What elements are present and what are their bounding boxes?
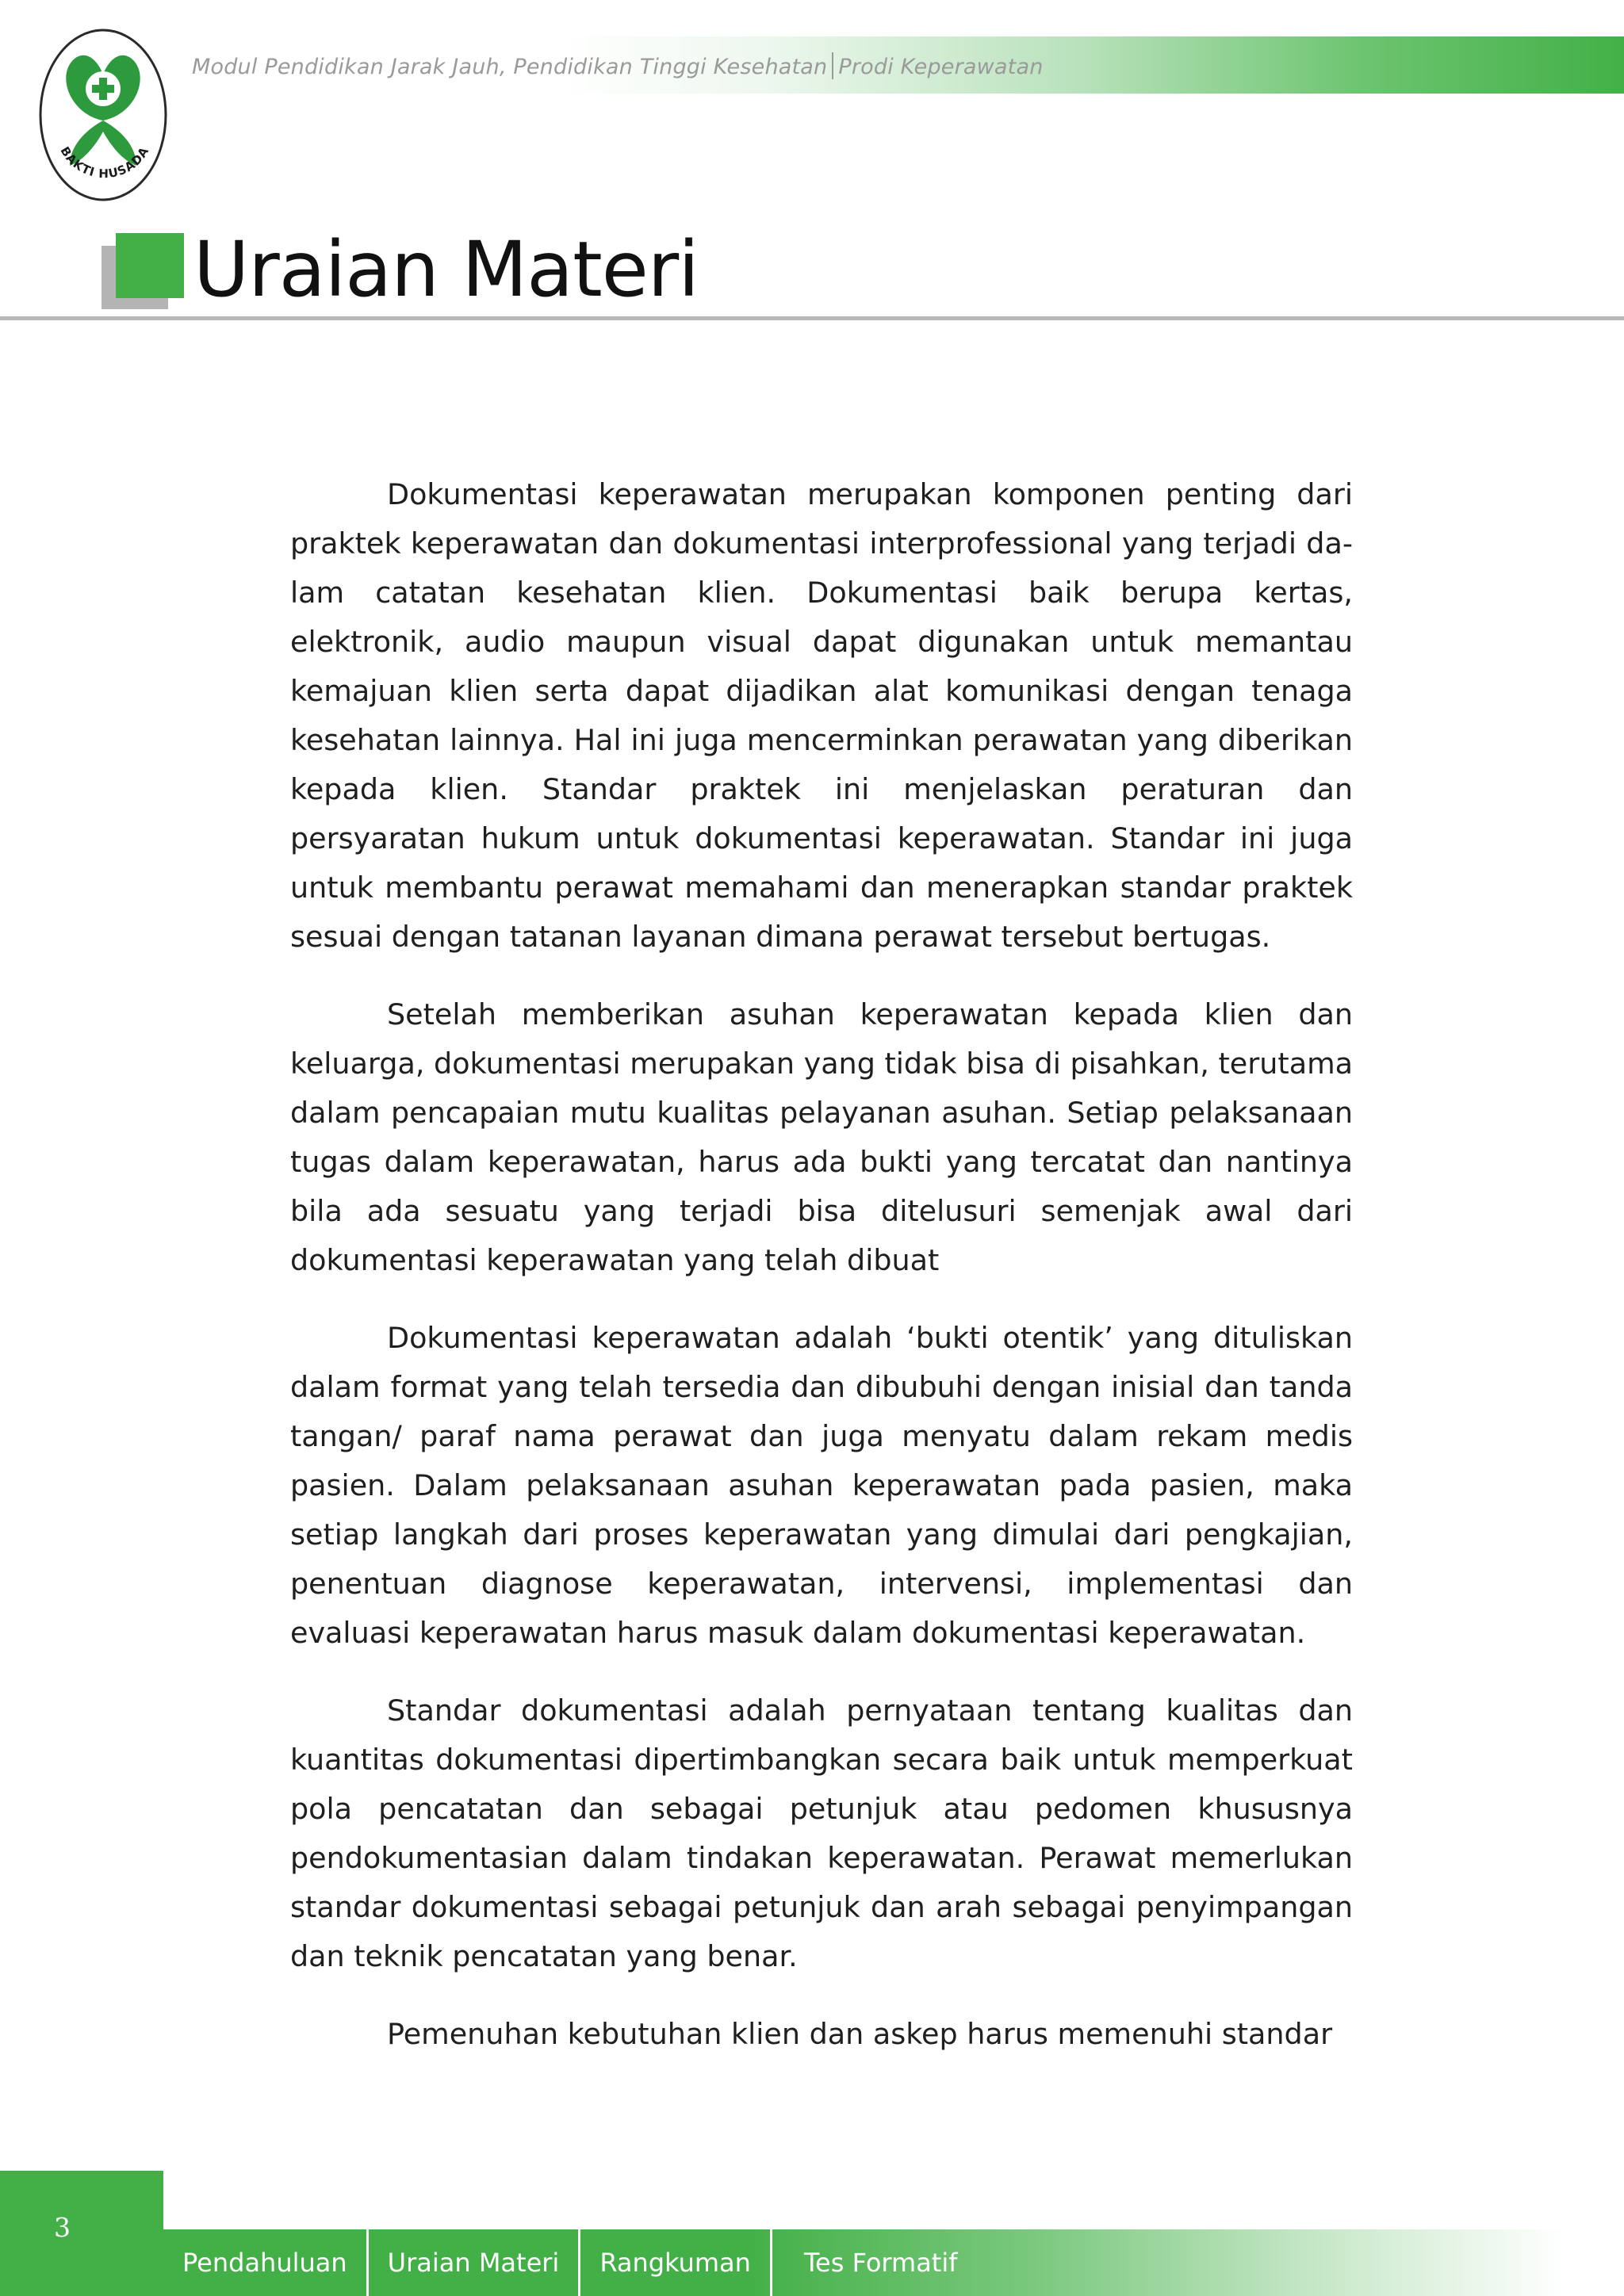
body-content <box>290 470 1353 2087</box>
bakti-husada-logo-icon <box>38 27 168 203</box>
header-text <box>192 52 1044 79</box>
page-number-box <box>0 2171 163 2296</box>
paragraph: Dokumentasi keperawatan adalah ‘bukti otentik’ yang dituliskan dalam format yang telah tersedia dan dibubuhi dengan inisial dan tanda tangan/ paraf nama perawat dan juga menyatu dalam rekam medis pasien. Dalam pelaksanaan asuhan keperawatan pada pasien, maka setiap langkah dari proses keperawatan yang dimulai dari pengkajian, penentuan diagnose keperawatan, intervensi, implementasi dan evaluasi keperawatan harus masuk dalam dokumentasi keperawatan. <box>290 1321 1353 1650</box>
nav-pendahuluan[interactable]: Pendahuluan <box>182 2248 347 2278</box>
footer-nav <box>163 2229 977 2296</box>
section-title: Uraian Materi <box>193 225 699 314</box>
nav-rangkuman[interactable]: Rangkuman <box>599 2248 751 2278</box>
module-title: Modul Pendidikan Jarak Jauh, Pendidikan Tinggi Kesehatan <box>192 55 828 79</box>
program-name: Prodi Keperawatan <box>838 55 1044 79</box>
header-separator <box>832 52 833 79</box>
nav-tes-formatif[interactable]: Tes Formatif <box>803 2248 958 2278</box>
nav-uraian-materi[interactable]: Uraian Materi <box>387 2248 560 2278</box>
paragraph: Pemenuhan kebutuhan klien dan askep harus memenuhi standar <box>387 2017 1333 2051</box>
svg-text:BAKTI HUSADA: BAKTI HUSADA <box>57 144 152 182</box>
page-number: 3 <box>54 2212 71 2243</box>
paragraph: Setelah memberikan asuhan keperawatan kepada klien dan keluarga, dokumentasi merupakan yang tidak bisa di pisahkan, terutama dalam pencapaian mutu kualitas pelayanan asuhan. Setiap pelaksanaan tugas dalam keperawatan, harus ada bukti yang tercatat dan nantinya bila ada sesuatu yang terjadi bisa ditelusuri semenjak awal dari dokumentasi keperawatan yang telah dibuat <box>290 997 1353 1277</box>
paragraph: Standar dokumentasi adalah pernyataan tentang kualitas dan kuantitas dokumentasi dipertimbangkan secara baik untuk memperkuat pola pencatatan dan sebagai petunjuk atau pedomen khususnya pendokumentasian dalam tindakan keperawatan. Perawat memerlukan standar dokumentasi sebagai petunjuk dan arah sebagai penyimpangan dan teknik pencatatan yang benar. <box>290 1693 1353 1973</box>
title-divider <box>0 316 1624 320</box>
title-square-icon <box>116 233 184 298</box>
paragraph: Dokumentasi keperawatan merupakan komponen penting dari praktek keperawatan dan dokumentasi interprofessional yang terjadi dalam catatan kesehatan klien. Dokumentasi baik berupa kertas, elektronik, audio maupun visual dapat digunakan untuk memantau kemajuan klien serta dapat dijadikan alat komunikasi dengan tenaga kesehatan lainnya. Hal ini juga mencerminkan perawatan yang diberikan kepada klien. Standar praktek ini menjelaskan peraturan dan persyaratan hukum untuk dokumentasi keperawatan. Standar ini juga untuk membantu perawat memahami dan menerapkan standar praktek sesuai dengan tatanan layanan dimana perawat tersebut bertugas. <box>290 477 1353 954</box>
